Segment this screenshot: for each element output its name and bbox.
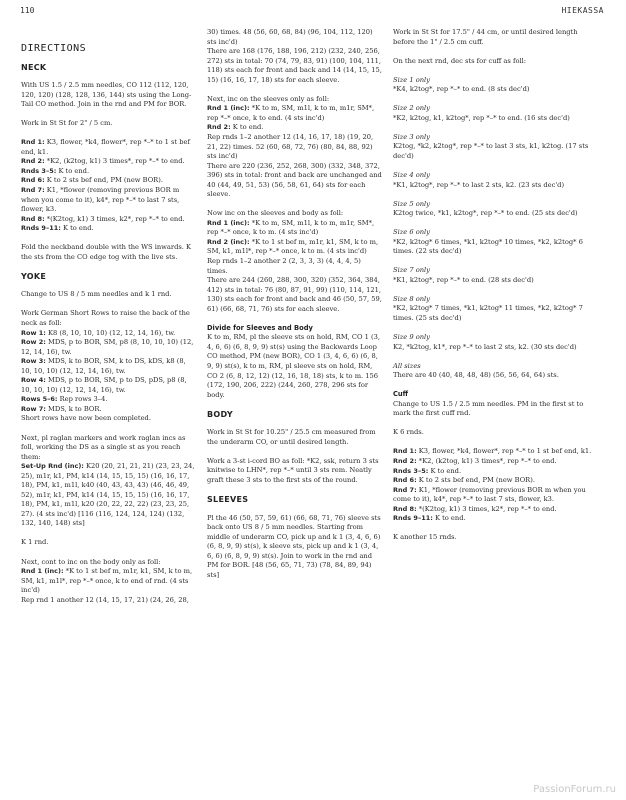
col2-total1: There are 168 (176, 188, 196, 212) (232, 240, 256, 272) sts in total: 70 (74, 79, 83, 91) (100, 104, 111, 118) sts each for front and back and 14 (14, 15, 15, 15) (16, 16, 17, 18) sts for each sleeve. (207, 47, 382, 84)
yoke-row4: Row 4: MDS, p to BOR, SM, p to DS, pDS, p8 (8, 10, 10, 10) (12, 12, 14, 16), tw. (21, 376, 187, 394)
size1-title: Size 1 only (393, 75, 430, 84)
yoke-k1rnd: K 1 rnd. (21, 538, 49, 547)
size5-text: K2tog twice, *k1, k2tog*, rep *–* to end. (25 sts dec'd) (393, 209, 578, 218)
column-3 (393, 28, 593, 552)
size7-title: Size 7 only (393, 266, 430, 275)
yoke-row3: Row 3: MDS, k to BOR, SM, k to DS, kDS, k8 (8, 10, 10, 10) (12, 12, 14, 16), tw. (21, 357, 186, 375)
neck-rnds3-5: Rnds 3–5: K to end. (21, 166, 90, 175)
neck-rnd6: Rnd 6: K to 2 sts bef end, PM (new BOR). (21, 176, 163, 185)
divide-text: K to m, RM, pl the sleeve sts on hold, RM, CO 1 (3, 4, 6, 6) (6, 8, 9, 9) st(s) using the Backwards Loop CO method, PM (new BOR), CO 1 (3, 4, 6, 6) (6, 8, 9, 9) st(s), k to m, RM, pl sleeve sts on hold, RM, CO 2 (6, 8, 12, 12) (12, 16, 18, 18) sts, k to m. 156 (172, 190, 206, 222) (244, 260, 278, 296 sts for body. (207, 333, 381, 399)
watermark: PassionForum.ru (533, 784, 616, 795)
yoke-setup-rnd: Set-Up Rnd (inc): K20 (20, 21, 21, 21) (23, 23, 24, 25), m1r, k1, PM, k14 (14, 15, 15, 15) (16, 16, 17, 18), PM, k1, m1l, k40 (40, 43, 43, 43) (46, 46, 49, 52), m1r, k1, PM, k14 (14, 15, 15, 15) (16, 16, 17, 18), PM, k1, m1l, k20 (20, 22, 22, 22) (23, 23, 25, 27). (4 sts inc'd) [116 (116, 124, 124, 124) (132, 132, 140, 148) sts] (21, 462, 195, 528)
directions-heading: DIRECTIONS (21, 43, 87, 54)
col2-rnd2b: Rnd 2 (inc): *K to 1 st bef m, m1r, k1, SM, k to m, SM, k1, m1l*, rep *–* once, k to m. (4 sts inc'd) (207, 237, 379, 256)
col2-times: 30) times. 48 (56, 60, 68, 84) (96, 104, 112, 120) sts inc'd) (207, 28, 373, 46)
cuff-rnd7: Rnd 7: K1, *flower (removing previous BOR m when you come to it), k4*, rep *–* to last 7 sts, flower, k3. (393, 485, 586, 504)
size8-title: Size 8 only (393, 294, 430, 303)
all-sizes-title: All sizes (393, 361, 421, 370)
col2-rnd1b: Rnd 1 (inc): *K to m, SM, m1l, k to m, m1r, SM*, rep *–* once, k to m. (4 sts inc'd) (207, 218, 375, 237)
col2-rnd1-inc: Rnd 1 (inc): *K to m, SM, m1l, k to m, m1r, SM*, rep *–* once, k to end. (4 sts inc'd) (207, 104, 375, 122)
yoke-rep-rnd: Rep rnd 1 another 12 (14, 15, 17, 21) (24, 26, 28, (21, 595, 189, 604)
cuff-rnd1: Rnd 1: K3, flower, *k4, flower*, rep *–* to 1 st bef end, k1. (393, 447, 592, 456)
neck-rnds9-11: Rnds 9–11: K to end. (21, 224, 94, 233)
size3-title: Size 3 only (393, 132, 430, 141)
divide-heading: Divide for Sleeves and Body (207, 323, 313, 332)
yoke-rnd1-inc: Rnd 1 (inc): *K to 1 st bef m, m1r, k1, SM, k to m, SM, k1, m1l*, rep *–* once, k to end of rnd. (4 sts inc'd) (21, 567, 193, 595)
neck-rnd1: Rnd 1: K3, flower, *k4, flower*, rep *–* to 1 st bef end, k1. (21, 138, 190, 156)
col2-total3: There are 244 (260, 288, 300, 320) (352, 364, 384, 412) sts in total: 76 (80, 87, 91, 99) (110, 114, 121, 130) sts each for front and back and 46 (50, 57, 59, 61) (66, 68, 71, 76) sts for each sleeve. (207, 276, 382, 313)
cuff-k15: K another 15 rnds. (393, 533, 457, 542)
yoke-change: Change to US 8 / 5 mm needles and k 1 rnd. (21, 290, 172, 299)
sleeves-heading: SLEEVES (207, 494, 249, 504)
cuff-rnds9-11: Rnds 9–11: K to end. (393, 514, 466, 523)
body-text2: Work a 3-st i-cord BO as foll: *K2, ssk, return 3 sts knitwise to LHN*, rep *–* until 3 sts rem. Neatly graft these 3 sts to the first sts of the round. (207, 456, 379, 484)
size4-title: Size 4 only (393, 170, 430, 179)
cuff-heading: Cuff (393, 390, 409, 399)
size3-text: K2tog, *k2, k2tog*, rep *–* to last 3 sts, k1, k2tog. (17 sts dec'd) (393, 142, 589, 160)
size4-text: *K1, k2tog*, rep *–* to last 2 sts, k2. (23 sts dec'd) (393, 180, 565, 189)
yoke-row2: Row 2: MDS, p to BOR, SM, p8 (8, 10, 10, 10) (12, 12, 14, 16), tw. (21, 338, 194, 356)
yoke-gsr: Work German Short Rows to raise the back of the neck as foll: (21, 309, 190, 327)
page-number: 110 (20, 6, 35, 15)
cuff-rnd6: Rnd 6: K to 2 sts bef end, PM (new BOR). (393, 476, 535, 485)
col2-total2: There are 220 (236, 252, 268, 300) (332, 348, 372, 396) sts in total: front and back are unchanged and 40 (44, 49, 51, 53) (56, 58, 61, 64) sts for each sleeve. (207, 161, 382, 199)
neck-intro: With US 1.5 / 2.5 mm needles, CO 112 (112, 120, 120, 120) (128, 128, 136, 144) sts using the Long-Tail CO method. Join in the rnd and PM for BOR. (21, 81, 192, 109)
col2-rep-rnds2: Rep rnds 1–2 another 2 (2, 3, 3, 3) (4, 4, 4, 5) times. (207, 257, 361, 275)
all-sizes-text: There are 40 (40, 48, 48, 48) (56, 56, 64, 64) sts. (393, 371, 559, 380)
size9-text: K2, *k2tog, k1*, rep *–* to last 2 sts, k2. (30 sts dec'd) (393, 342, 577, 351)
col3-dec-intro: On the next rnd, dec sts for cuff as foll: (393, 56, 526, 65)
cuff-rnd8: Rnd 8: *(K2tog, k1) 3 times, k2*, rep *–* to end. (393, 504, 557, 513)
yoke-row1: Row 1: K8 (8, 10, 10, 10) (12, 12, 14, 16), tw. (21, 328, 176, 337)
col3-work: Work in St St for 17.5" / 44 cm, or until desired length before the 1" / 2.5 cm cuff. (393, 28, 578, 46)
yoke-short-done: Short rows have now been completed. (21, 414, 151, 423)
size1-text: *K4, k2tog*, rep *–* to end. (8 sts dec'd) (393, 85, 530, 94)
col2-both-intro: Now inc on the sleeves and body as foll: (207, 209, 344, 218)
size2-title: Size 2 only (393, 104, 430, 113)
size2-text: *K2, k2tog, k1, k2tog*, rep *–* to end. (16 sts dec'd) (393, 113, 570, 122)
neck-rnd2: Rnd 2: *K2, (k2tog, k1) 3 times*, rep *–* to end. (21, 157, 185, 166)
size5-title: Size 5 only (393, 199, 430, 208)
col2-rep-rnds: Rep rnds 1–2 another 12 (14, 16, 17, 18) (19, 20, 21, 22) times. 52 (60, 68, 72, 76) (80, 84, 88, 92) sts inc'd) (207, 132, 374, 161)
yoke-body-only: Next, cont to inc on the body only as foll: (21, 557, 161, 566)
body-heading: BODY (207, 409, 233, 419)
neck-heading: NECK (21, 62, 47, 72)
column-2 (207, 28, 383, 590)
cuff-k6: K 6 rnds. (393, 428, 424, 437)
cuff-rnds3-5: Rnds 3–5: K to end. (393, 466, 462, 475)
yoke-row7: Row 7: MDS, k to BOR. (21, 404, 102, 413)
yoke-rows5-6: Rows 5–6: Rep rows 3–4. (21, 395, 108, 404)
column-1 (21, 28, 197, 605)
yoke-raglan-intro: Next, pl raglan markers and work raglan incs as foll, working the DS as a single st as you reach them: (21, 433, 186, 461)
cuff-rnd2: Rnd 2: *K2, (k2tog, k1) 3 times*, rep *–* to end. (393, 456, 557, 465)
neck-rnd8: Rnd 8: *(K2tog, k1) 3 times, k2*, rep *–* to end. (21, 214, 185, 223)
neck-work: Work in St St for 2" / 5 cm. (21, 119, 113, 128)
neck-rnd7: Rnd 7: K1, *flower (removing previous BOR m when you come to it), k4*, rep *–* to last 7 sts, flower, k3. (21, 186, 180, 214)
col2-sleeves-intro: Next, inc on the sleeves only as foll: (207, 94, 330, 103)
neck-fold: Fold the neckband double with the WS inwards. K the sts from the CO edge tog with the live sts. (21, 243, 192, 261)
size7-text: *K1, k2tog*, rep *–* to end. (28 sts dec'd) (393, 275, 534, 284)
size8-text: *K2, k2tog* 7 times, *k1, k2tog* 11 times, *k2, k2tog* 7 times. (25 sts dec'd) (393, 304, 583, 322)
sleeves-text: Pl the 46 (50, 57, 59, 61) (66, 68, 71, 76) sleeve sts back onto US 8 / 5 mm needles. Starting from middle of underarm CO, pick up and k 1 (3, 4, 6, 6) (6, 8, 9, 9) st(s), k sleeve sts, pick up and k 1 (3, 4, 6, 6) (6, 8, 9, 9) st(s). Join to work in the rnd and PM for BOR. [48 (56, 65, 71, 73) (78, 84, 89, 94) sts] (207, 513, 381, 579)
running-title: HIEKASSA (561, 6, 604, 15)
size6-text: *K2, k2tog* 6 times, *k1, k2tog* 10 times, *k2, k2tog* 6 times. (22 sts dec'd) (393, 237, 583, 256)
yoke-heading: YOKE (21, 271, 47, 281)
cuff-text: Change to US 1.5 / 2.5 mm needles. PM in the first st to mark the first cuff rnd. (393, 399, 584, 418)
col2-rnd2: Rnd 2: K to end. (207, 123, 264, 132)
body-text1: Work in St St for 10.25" / 25.5 cm measured from the underarm CO, or until desired length. (207, 428, 376, 446)
size9-title: Size 9 only (393, 333, 430, 342)
size6-title: Size 6 only (393, 228, 430, 237)
